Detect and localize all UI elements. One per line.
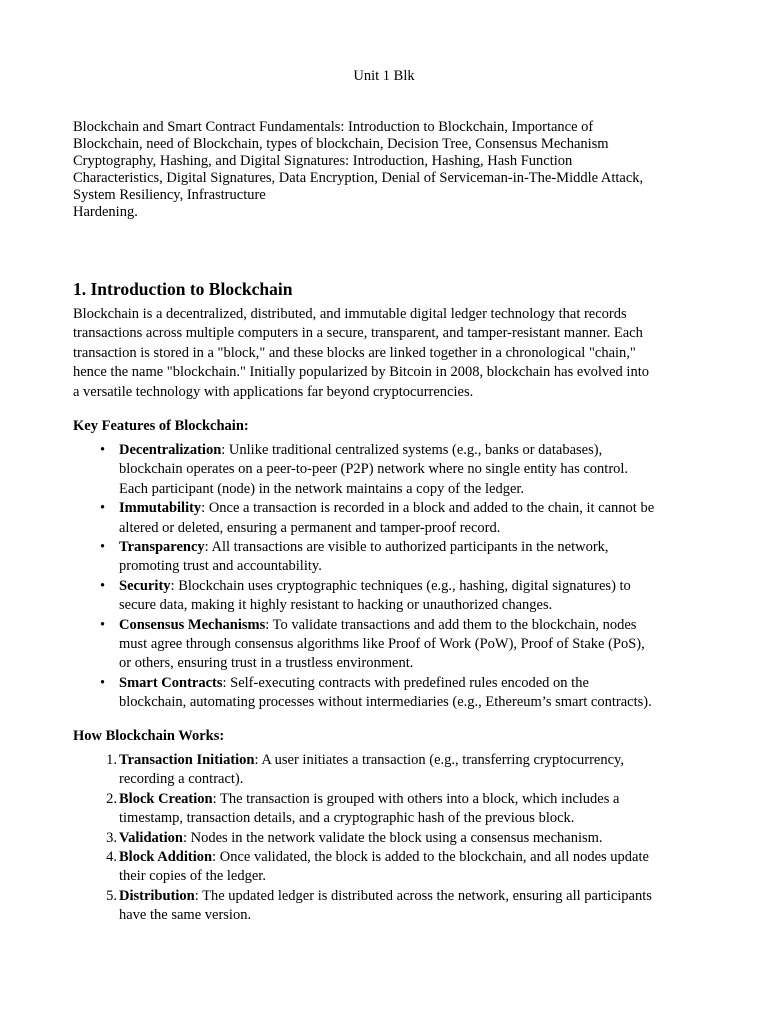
feature-term: Consensus Mechanisms [119, 616, 266, 633]
bullet-icon: • [100, 674, 106, 691]
feature-text: : Once a transaction is recorded in a block and added to the chain, it cannot be [201, 500, 655, 517]
list-item-distribution [106, 887, 704, 926]
paragraph-line: transactions across multiple computers in a secure, transparent, and tamper-resistant manner. Each [73, 325, 643, 342]
step-text-continued: their copies of the ledger. [119, 868, 266, 885]
feature-term: Decentralization [119, 442, 222, 458]
step-text: : The updated ledger is distributed across the network, ensuring all participants [194, 887, 652, 904]
step-term: Validation [119, 829, 183, 846]
feature-text-continued: must agree through consensus algorithms like Proof of Work (PoW), Proof of Stake (PoS), [119, 636, 645, 653]
step-text: : Once validated, the block is added to the blockchain, and all nodes update [212, 849, 649, 866]
feature-text-continued: Each participant (node) in the network maintains a copy of the ledger. [119, 480, 525, 497]
list-item-immutability [100, 499, 704, 538]
feature-text: : To validate transactions and add them to the blockchain, nodes [265, 616, 637, 633]
step-term: Block Addition [119, 849, 213, 866]
step-text-continued: timestamp, transaction details, and a cryptographic hash of the previous block. [119, 810, 575, 827]
feature-text-continued: blockchain, automating processes without intermediaries (e.g., Ethereum’s smart contracts). [119, 694, 652, 711]
step-number: 3. [106, 829, 117, 846]
document-title: Unit 1 Blk [353, 68, 415, 84]
bullet-icon: • [100, 442, 106, 458]
step-term: Block Creation [119, 790, 213, 807]
step-text: : A user initiates a transaction (e.g., transferring cryptocurrency, [254, 752, 624, 768]
list-item-transaction-initiation [106, 751, 704, 790]
feature-text: : Unlike traditional centralized systems (e.g., banks or databases), [221, 442, 603, 458]
step-text-continued: have the same version. [119, 907, 252, 924]
feature-term: Transparency [119, 539, 205, 556]
feature-text: : Blockchain uses cryptographic techniques (e.g., hashing, digital signatures) to [170, 577, 631, 594]
feature-text-continued: promoting trust and accountability. [119, 558, 322, 575]
paragraph-line: a versatile technology with applications far beyond cryptocurrencies. [73, 383, 474, 400]
unit-summary [73, 119, 698, 221]
step-text-continued: recording a contract). [119, 771, 244, 788]
bullet-icon: • [100, 539, 106, 556]
feature-text-continued: altered or deleted, ensuring a permanent and tamper-proof record. [119, 519, 501, 536]
feature-term: Immutability [119, 500, 202, 517]
how-blockchain-works-list [73, 751, 704, 926]
step-term: Distribution [119, 887, 195, 904]
feature-text-continued: secure data, making it highly resistant to hacking or unauthorized changes. [119, 597, 553, 614]
list-item-transparency [100, 538, 704, 577]
feature-text-continued: or others, ensuring trust in a trustless environment. [119, 655, 414, 672]
summary-line: Hardening. [73, 204, 138, 220]
feature-text-continued: blockchain operates on a peer-to-peer (P2P) network where no single entity has control. [119, 461, 629, 478]
step-number: 4. [106, 849, 117, 866]
list-item-consensus-mechanisms [100, 616, 704, 674]
introduction-paragraph [73, 305, 698, 402]
paragraph-line: hence the name "blockchain." Initially popularized by Bitcoin in 2008, blockchain has evolved into [73, 364, 649, 381]
bullet-icon: • [100, 616, 106, 633]
summary-line: Characteristics, Digital Signatures, Data Encryption, Denial of Serviceman-in-The-Middle Attack, [73, 170, 644, 186]
list-item-security [100, 577, 704, 616]
bullet-icon: • [100, 577, 106, 594]
bullet-icon: • [100, 500, 106, 517]
list-item-block-addition [106, 848, 704, 887]
list-item-smart-contracts [100, 674, 704, 713]
summary-line: System Resiliency, Infrastructure [73, 187, 266, 203]
key-features-list [73, 441, 704, 713]
summary-line: Blockchain, need of Blockchain, types of blockchain, Decision Tree, Consensus Mechanism [73, 136, 609, 152]
how-blockchain-works-heading: How Blockchain Works: [73, 728, 225, 744]
feature-text: : Self-executing contracts with predefined rules encoded on the [222, 674, 589, 691]
list-item-validation [106, 829, 704, 848]
step-number: 1. [106, 752, 117, 768]
list-item-block-creation [106, 790, 704, 829]
summary-line: Cryptography, Hashing, and Digital Signatures: Introduction, Hashing, Hash Function [73, 153, 573, 169]
step-text: : Nodes in the network validate the block using a consensus mechanism. [182, 829, 603, 846]
feature-term: Security [119, 577, 171, 594]
feature-term: Smart Contracts [119, 674, 223, 691]
step-number: 2. [106, 790, 117, 807]
step-number: 5. [106, 887, 117, 904]
feature-text: : All transactions are visible to authorized participants in the network, [204, 539, 609, 556]
list-item-decentralization [100, 441, 704, 499]
step-term: Transaction Initiation [119, 752, 255, 768]
section-heading-introduction: 1. Introduction to Blockchain [73, 279, 293, 299]
paragraph-line: transaction is stored in a "block," and these blocks are linked together in a chronological "chain," [73, 344, 636, 361]
summary-line: Blockchain and Smart Contract Fundamentals: Introduction to Blockchain, Importance of [73, 119, 594, 135]
step-text: : The transaction is grouped with others into a block, which includes a [212, 790, 620, 807]
key-features-heading: Key Features of Blockchain: [73, 418, 249, 434]
paragraph-line: Blockchain is a decentralized, distributed, and immutable digital ledger technology that records [73, 306, 627, 322]
